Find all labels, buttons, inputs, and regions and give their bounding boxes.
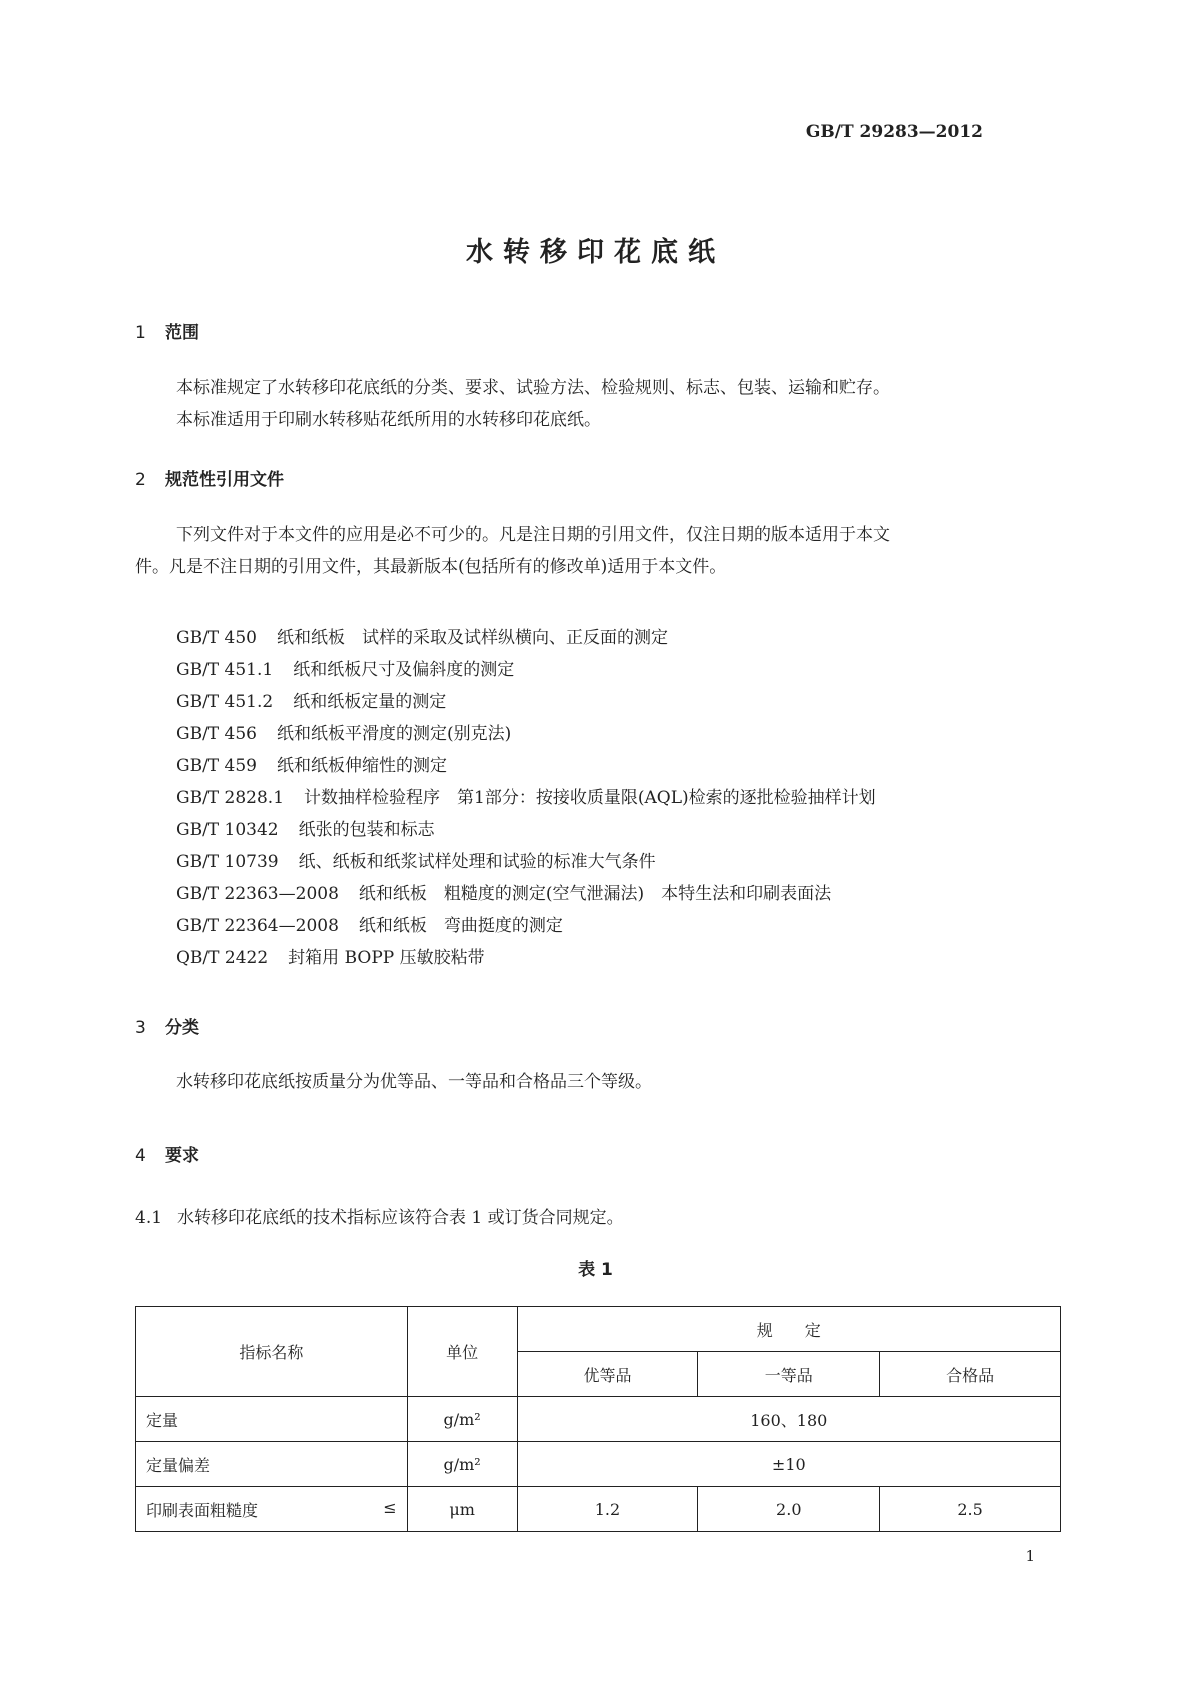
reference-code: GB/T 451.2 [176, 692, 274, 712]
reference-list [176, 622, 876, 974]
reference-item [176, 878, 876, 910]
refs-intro [135, 519, 1061, 583]
reference-title: 纸和纸板平滑度的测定(别克法) [277, 724, 512, 744]
table-title: 表 1 [578, 1260, 613, 1280]
section-number: 4 [135, 1146, 146, 1166]
reference-item [176, 782, 876, 814]
section-2-heading [135, 465, 284, 490]
page-number: 1 [1025, 1547, 1035, 1565]
header-grade-superior: 优等品 [517, 1352, 698, 1397]
reference-code: GB/T 2828.1 [176, 788, 285, 808]
header-specification: 规 定 [517, 1307, 1060, 1352]
header-unit: 单位 [407, 1307, 517, 1397]
section-4-heading [135, 1141, 199, 1166]
reference-title: 纸和纸板定量的测定 [293, 692, 447, 712]
reference-code: GB/T 450 [176, 628, 257, 648]
clause-number: 4.1 [135, 1208, 163, 1228]
reference-title: 纸张的包装和标志 [298, 820, 435, 840]
reference-code: GB/T 451.1 [176, 660, 274, 680]
reference-code: GB/T 22363—2008 [176, 884, 339, 904]
refs-intro-line-1: 下列文件对于本文件的应用是必不可少的。凡是注日期的引用文件，仅注日期的版本适用于本文 [176, 525, 890, 545]
cell-value: ±10 [517, 1442, 1060, 1487]
cell-name: 定量 [136, 1397, 408, 1442]
reference-code: GB/T 10342 [176, 820, 279, 840]
reference-title: 纸和纸板 粗糙度的测定(空气泄漏法) 本特生法和印刷表面法 [358, 884, 832, 904]
section-number: 3 [135, 1018, 146, 1038]
scope-paragraph-1: 本标准规定了水转移印花底纸的分类、要求、试验方法、检验规则、标志、包装、运输和贮存。 [176, 378, 890, 398]
classification-text [176, 1066, 652, 1098]
section-title: 分类 [165, 1018, 199, 1038]
reference-code: GB/T 10739 [176, 852, 279, 872]
section-number: 2 [135, 470, 146, 490]
reference-title: 纸和纸板伸缩性的测定 [277, 756, 447, 776]
section-title: 要求 [165, 1146, 199, 1166]
clause-4-1 [135, 1203, 624, 1228]
document-title: 水转移印花底纸 [466, 237, 725, 268]
cell-name [136, 1487, 408, 1532]
reference-code: GB/T 459 [176, 756, 257, 776]
section-number: 1 [135, 323, 146, 343]
cell-value-first: 2.0 [698, 1487, 880, 1532]
clause-text: 水转移印花底纸的技术指标应该符合表 1 或订货合同规定。 [177, 1208, 624, 1228]
reference-title: 封箱用 BOPP 压敏胶粘带 [288, 948, 485, 968]
reference-code: GB/T 22364—2008 [176, 916, 339, 936]
cell-value-qualified: 2.5 [880, 1487, 1061, 1532]
section-3-heading [135, 1013, 199, 1038]
cell-unit: g/m² [407, 1397, 517, 1442]
reference-title: 纸和纸板 试样的采取及试样纵横向、正反面的测定 [277, 628, 668, 648]
table-row [136, 1442, 1061, 1487]
section-title: 规范性引用文件 [165, 470, 284, 490]
cell-value: 160、180 [517, 1397, 1060, 1442]
refs-intro-line-2: 件。凡是不注日期的引用文件，其最新版本(包括所有的修改单)适用于本文件。 [135, 557, 727, 577]
section-title: 范围 [165, 323, 199, 343]
section-1-heading [135, 318, 199, 343]
reference-title: 纸和纸板尺寸及偏斜度的测定 [293, 660, 515, 680]
reference-item [176, 814, 876, 846]
cell-value-superior: 1.2 [517, 1487, 698, 1532]
reference-item [176, 654, 876, 686]
reference-item [176, 686, 876, 718]
header-grade-first: 一等品 [698, 1352, 880, 1397]
table-row [136, 1487, 1061, 1532]
reference-code: GB/T 456 [176, 724, 257, 744]
header-indicator-name: 指标名称 [136, 1307, 408, 1397]
reference-code: QB/T 2422 [176, 948, 269, 968]
cell-name-text: 印刷表面粗糙度 [146, 1500, 259, 1520]
reference-title: 纸、纸板和纸浆试样处理和试验的标准大气条件 [298, 852, 656, 872]
less-equal-sign: ≤ [383, 1497, 397, 1517]
scope-paragraph-2: 本标准适用于印刷水转移贴花纸所用的水转移印花底纸。 [176, 410, 601, 430]
document-code: GB/T 29283—2012 [805, 122, 983, 142]
reference-item [176, 750, 876, 782]
table-row [136, 1397, 1061, 1442]
classification-paragraph: 水转移印花底纸按质量分为优等品、一等品和合格品三个等级。 [176, 1072, 652, 1092]
cell-name: 定量偏差 [136, 1442, 408, 1487]
reference-item [176, 846, 876, 878]
reference-item [176, 942, 876, 974]
scope-text [176, 372, 890, 436]
spec-table [135, 1306, 1061, 1532]
reference-item [176, 910, 876, 942]
reference-title: 纸和纸板 弯曲挺度的测定 [358, 916, 563, 936]
reference-item [176, 718, 876, 750]
cell-unit: g/m² [407, 1442, 517, 1487]
cell-unit: μm [407, 1487, 517, 1532]
header-grade-qualified: 合格品 [880, 1352, 1061, 1397]
reference-title: 计数抽样检验程序 第1部分：按接收质量限(AQL)检索的逐批检验抽样计划 [304, 788, 876, 808]
reference-item [176, 622, 876, 654]
